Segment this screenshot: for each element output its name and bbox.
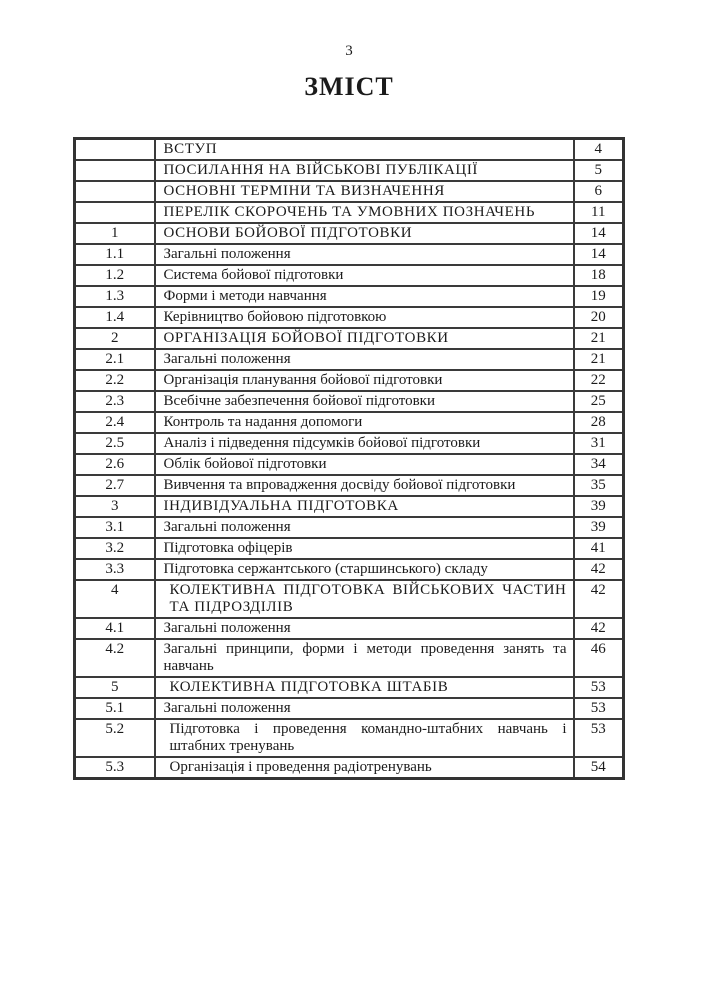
toc-cell-section-number: 1.4 bbox=[75, 307, 155, 328]
toc-row bbox=[75, 475, 624, 496]
toc-cell-page-number: 53 bbox=[574, 698, 624, 719]
toc-cell-page-number: 5 bbox=[574, 160, 624, 181]
toc-cell-title: Підготовка офіцерів bbox=[155, 538, 574, 559]
toc-cell-title: Загальні положення bbox=[155, 244, 574, 265]
toc-row bbox=[75, 496, 624, 517]
toc-cell-page-number: 28 bbox=[574, 412, 624, 433]
toc-row bbox=[75, 370, 624, 391]
toc-cell-title: Підготовка і проведення командно-штабних навчань і штабних тренувань bbox=[155, 719, 574, 757]
toc-cell-page-number: 18 bbox=[574, 265, 624, 286]
toc-cell-page-number: 14 bbox=[574, 223, 624, 244]
toc-cell-section-number: 2.2 bbox=[75, 370, 155, 391]
toc-cell-title: Форми і методи навчання bbox=[155, 286, 574, 307]
toc-row bbox=[75, 698, 624, 719]
toc-cell-page-number: 46 bbox=[574, 639, 624, 677]
toc-cell-page-number: 11 bbox=[574, 202, 624, 223]
toc-cell-section-number: 2 bbox=[75, 328, 155, 349]
toc-cell-title: Керівництво бойовою підготовкою bbox=[155, 307, 574, 328]
toc-row bbox=[75, 244, 624, 265]
toc-cell-section-number bbox=[75, 160, 155, 181]
toc-cell-section-number: 1 bbox=[75, 223, 155, 244]
toc-cell-section-number bbox=[75, 139, 155, 161]
toc-row bbox=[75, 433, 624, 454]
toc-row bbox=[75, 391, 624, 412]
toc-cell-page-number: 19 bbox=[574, 286, 624, 307]
toc-cell-title: Підготовка сержантського (старшинського) складу bbox=[155, 559, 574, 580]
toc-row bbox=[75, 538, 624, 559]
toc-body bbox=[75, 139, 624, 779]
toc-cell-page-number: 54 bbox=[574, 757, 624, 779]
page-title: ЗМІСТ bbox=[304, 72, 394, 101]
toc-cell-title: ОСНОВИ БОЙОВОЇ ПІДГОТОВКИ bbox=[155, 223, 574, 244]
toc-row bbox=[75, 286, 624, 307]
toc-cell-title: Контроль та надання допомоги bbox=[155, 412, 574, 433]
toc-cell-title: Організація планування бойової підготовки bbox=[155, 370, 574, 391]
toc-cell-title: Всебічне забезпечення бойової підготовки bbox=[155, 391, 574, 412]
toc-row bbox=[75, 559, 624, 580]
toc-cell-section-number bbox=[75, 181, 155, 202]
toc-cell-title: Загальні положення bbox=[155, 349, 574, 370]
toc-cell-title: ПОСИЛАННЯ НА ВІЙСЬКОВІ ПУБЛІКАЦІЇ bbox=[155, 160, 574, 181]
toc-cell-page-number: 34 bbox=[574, 454, 624, 475]
toc-cell-page-number: 41 bbox=[574, 538, 624, 559]
toc-row bbox=[75, 580, 624, 618]
toc-cell-section-number: 5.3 bbox=[75, 757, 155, 779]
toc-cell-title: ОСНОВНІ ТЕРМІНИ ТА ВИЗНАЧЕННЯ bbox=[155, 181, 574, 202]
toc-cell-page-number: 42 bbox=[574, 559, 624, 580]
toc-cell-page-number: 4 bbox=[574, 139, 624, 161]
toc-cell-title: Вивчення та впровадження досвіду бойової підготовки bbox=[155, 475, 574, 496]
toc-cell-section-number: 2.5 bbox=[75, 433, 155, 454]
toc-cell-section-number: 2.6 bbox=[75, 454, 155, 475]
toc-row bbox=[75, 677, 624, 698]
toc-row bbox=[75, 328, 624, 349]
toc-cell-page-number: 21 bbox=[574, 328, 624, 349]
toc-row bbox=[75, 349, 624, 370]
toc-cell-title: КОЛЕКТИВНА ПІДГОТОВКА ШТАБІВ bbox=[155, 677, 574, 698]
toc-cell-section-number: 5.2 bbox=[75, 719, 155, 757]
toc-row bbox=[75, 719, 624, 757]
toc-cell-page-number: 39 bbox=[574, 496, 624, 517]
toc-row bbox=[75, 639, 624, 677]
toc-cell-section-number: 3.1 bbox=[75, 517, 155, 538]
toc-cell-section-number: 1.2 bbox=[75, 265, 155, 286]
toc-cell-section-number: 3.3 bbox=[75, 559, 155, 580]
toc-cell-section-number: 3.2 bbox=[75, 538, 155, 559]
toc-row bbox=[75, 307, 624, 328]
toc-cell-page-number: 22 bbox=[574, 370, 624, 391]
toc-row bbox=[75, 618, 624, 639]
toc-cell-title: КОЛЕКТИВНА ПІДГОТОВКА ВІЙСЬКОВИХ ЧАСТИН ТА ПІДРОЗДІЛІВ bbox=[155, 580, 574, 618]
toc-cell-section-number: 4.2 bbox=[75, 639, 155, 677]
toc-cell-page-number: 53 bbox=[574, 719, 624, 757]
toc-cell-page-number: 31 bbox=[574, 433, 624, 454]
toc-row bbox=[75, 160, 624, 181]
toc-cell-page-number: 25 bbox=[574, 391, 624, 412]
toc-cell-page-number: 21 bbox=[574, 349, 624, 370]
toc-cell-title: Організація і проведення радіотренувань bbox=[155, 757, 574, 779]
toc-cell-section-number: 2.3 bbox=[75, 391, 155, 412]
toc-cell-section-number: 4.1 bbox=[75, 618, 155, 639]
toc-cell-title: ІНДИВІДУАЛЬНА ПІДГОТОВКА bbox=[155, 496, 574, 517]
toc-cell-page-number: 53 bbox=[574, 677, 624, 698]
page-number: 3 bbox=[345, 43, 353, 59]
toc-row bbox=[75, 223, 624, 244]
toc-cell-page-number: 14 bbox=[574, 244, 624, 265]
toc-cell-section-number: 2.7 bbox=[75, 475, 155, 496]
toc-row bbox=[75, 412, 624, 433]
toc-cell-title: Загальні положення bbox=[155, 698, 574, 719]
toc-cell-section-number: 3 bbox=[75, 496, 155, 517]
toc-row bbox=[75, 139, 624, 161]
toc-cell-title: Загальні положення bbox=[155, 517, 574, 538]
toc-cell-page-number: 42 bbox=[574, 580, 624, 618]
toc-cell-section-number: 5 bbox=[75, 677, 155, 698]
toc-row bbox=[75, 202, 624, 223]
toc-cell-title: Облік бойової підготовки bbox=[155, 454, 574, 475]
toc-cell-section-number: 1.3 bbox=[75, 286, 155, 307]
toc-cell-title: ОРГАНІЗАЦІЯ БОЙОВОЇ ПІДГОТОВКИ bbox=[155, 328, 574, 349]
toc-row bbox=[75, 757, 624, 779]
toc-cell-title: Загальні принципи, форми і методи проведення занять та навчань bbox=[155, 639, 574, 677]
toc-cell-page-number: 42 bbox=[574, 618, 624, 639]
toc-row bbox=[75, 454, 624, 475]
toc-cell-page-number: 20 bbox=[574, 307, 624, 328]
toc-cell-section-number: 2.4 bbox=[75, 412, 155, 433]
table-of-contents bbox=[73, 137, 625, 780]
toc-cell-section-number: 2.1 bbox=[75, 349, 155, 370]
toc-cell-title: ВСТУП bbox=[155, 139, 574, 161]
toc-cell-section-number: 5.1 bbox=[75, 698, 155, 719]
toc-cell-title: Аналіз і підведення підсумків бойової підготовки bbox=[155, 433, 574, 454]
toc-row bbox=[75, 265, 624, 286]
toc-cell-title: Загальні положення bbox=[155, 618, 574, 639]
toc-cell-title: Система бойової підготовки bbox=[155, 265, 574, 286]
toc-cell-section-number: 1.1 bbox=[75, 244, 155, 265]
toc-cell-section-number: 4 bbox=[75, 580, 155, 618]
toc-row bbox=[75, 181, 624, 202]
toc-cell-page-number: 35 bbox=[574, 475, 624, 496]
toc-row bbox=[75, 517, 624, 538]
toc-cell-section-number bbox=[75, 202, 155, 223]
toc-cell-page-number: 39 bbox=[574, 517, 624, 538]
toc-cell-page-number: 6 bbox=[574, 181, 624, 202]
toc-cell-title: ПЕРЕЛІК СКОРОЧЕНЬ ТА УМОВНИХ ПОЗНАЧЕНЬ bbox=[155, 202, 574, 223]
